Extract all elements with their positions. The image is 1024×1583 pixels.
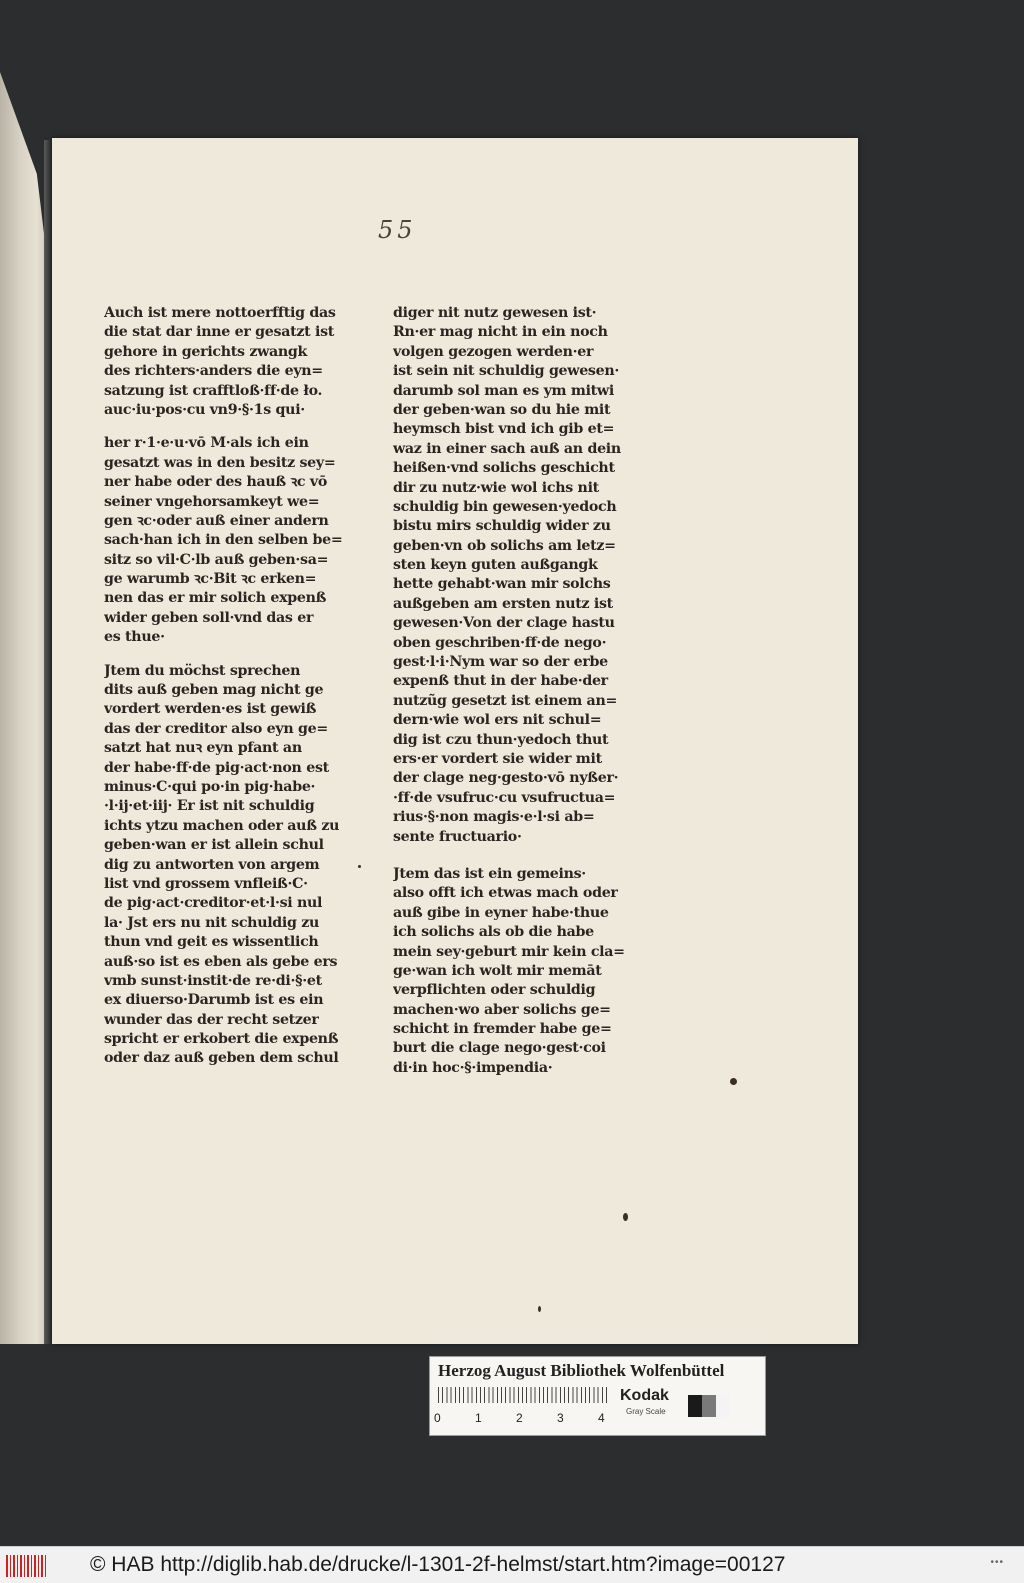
text-line: verpflichten oder schuldig <box>393 982 596 999</box>
text-line: der geben·wan so du hie mit <box>393 401 611 418</box>
text-line: geben·wan er ist allein schul <box>104 837 324 854</box>
ruler-label: 1 <box>475 1411 482 1425</box>
footer-bar <box>0 1546 1024 1583</box>
measurement-ruler <box>438 1387 608 1403</box>
paragraph-gap <box>104 420 344 434</box>
text-line: ·l·ij·et·iij· Er ist nit schuldig <box>104 798 315 815</box>
text-line: außgeben am ersten nutz ist <box>393 595 613 612</box>
text-line: bistu mirs schuldig wider zu <box>393 518 611 535</box>
barcode-icon <box>6 1555 46 1577</box>
text-line: geben·vn ob solichs am letz= <box>393 537 616 554</box>
text-line: dern·wie wol ers nit schul= <box>393 712 602 729</box>
text-line: burt die clage nego·gest·coi <box>393 1040 606 1057</box>
text-line: heißen·vnd solichs geschicht <box>393 460 615 477</box>
text-line: der habe·ff·de pig·act·non est <box>104 759 329 776</box>
text-line: Jtem du möchst sprechen <box>104 662 301 679</box>
ruler-label: 2 <box>516 1411 523 1425</box>
text-line: vordert werden·es ist gewiß <box>104 701 317 718</box>
text-line: ers·er vordert sie wider mit <box>393 750 602 767</box>
text-line: heymsch bist vnd ich gib et= <box>393 421 615 438</box>
text-line: oder daz auß geben dem schul <box>104 1050 339 1067</box>
text-line: her r·1·e·u·vō M·als ich ein <box>104 435 309 452</box>
text-column-left <box>104 304 344 1069</box>
text-line: rius·§·non magis·e·l·si ab= <box>393 809 595 826</box>
text-line: spricht er erkobert die expenß <box>104 1031 339 1048</box>
text-line: des richters·anders die eyn= <box>104 363 323 380</box>
text-line: es thue· <box>104 629 165 646</box>
text-line: ge warumb ꝛc·Bit ꝛc erken= <box>104 571 317 588</box>
text-line: Jtem das ist ein gemeins· <box>393 865 586 882</box>
text-line: auc·iu·pos·cu vn9·§·1s qui· <box>104 401 305 418</box>
text-line: list vnd grossem vnfleiß·C· <box>104 875 308 892</box>
text-line: waz in einer sach auß an dein <box>393 440 621 457</box>
text-line: wider geben soll·vnd das er <box>104 609 314 626</box>
text-line: dig ist czu thun·yedoch thut <box>393 731 609 748</box>
text-line: gehore in gerichts zwangk <box>104 343 308 360</box>
text-line: der clage neg·gesto·vō nyßer· <box>393 770 619 787</box>
text-line: gewesen·Von der clage hastu <box>393 615 615 632</box>
text-line: das der creditor also eyn ge= <box>104 720 328 737</box>
text-line: thun vnd geit es wissentlich <box>104 934 319 951</box>
text-line: auß·so ist es eben als gebe ers <box>104 953 338 970</box>
ruler-label: 0 <box>434 1411 441 1425</box>
ruler-label: 4 <box>598 1411 605 1425</box>
text-line: sente fructuario· <box>393 828 522 845</box>
library-name: Herzog August Bibliothek Wolfenbüttel <box>438 1361 725 1380</box>
text-line: dits auß geben mag nicht ge <box>104 682 324 699</box>
text-line: gen ꝛc·oder auß einer andern <box>104 512 329 529</box>
text-line: schicht in fremder habe ge= <box>393 1021 612 1038</box>
text-line: ich solichs als ob die habe <box>393 924 594 941</box>
gutter-shadow <box>44 140 52 1344</box>
gray-scale-patches <box>688 1395 730 1417</box>
text-line: sach·han ich in den selben be= <box>104 532 343 549</box>
text-line: also offt ich etwas mach oder <box>393 885 618 902</box>
text-line: Rn·er mag nicht in ein noch <box>393 324 608 341</box>
gray-patch <box>688 1395 702 1417</box>
more-icon[interactable]: ••• <box>990 1557 1004 1568</box>
ink-spot <box>538 1306 541 1312</box>
text-line: hette gehabt·wan mir solchs <box>393 576 611 593</box>
footer-url[interactable]: © HAB http://diglib.hab.de/drucke/l-1301-2f-helmst/start.htm?image=00127 <box>90 1553 786 1576</box>
ink-spot <box>623 1213 628 1221</box>
text-line: nen das er mir solich expenß <box>104 590 327 607</box>
text-line: machen·wo aber solichs ge= <box>393 1001 611 1018</box>
text-line: ·ff·de vsufruc·cu vsufructua= <box>393 789 616 806</box>
text-line: Auch ist mere nottoerfftig das <box>104 305 336 321</box>
kodak-logo: Kodak <box>620 1387 669 1404</box>
text-line: gest·l·i·Nym war so der erbe <box>393 654 608 671</box>
text-line: ist sein nit schuldig gewesen· <box>393 363 619 380</box>
left-page-edge <box>0 72 46 1344</box>
text-line: dir zu nutz·wie wol ichs nit <box>393 479 599 496</box>
text-line: wunder das der recht setzer <box>104 1011 319 1028</box>
text-line: de pig·act·creditor·et·l·si nul <box>104 895 323 912</box>
margin-mark <box>358 865 361 868</box>
text-line: ex diuerso·Darumb ist es ein <box>104 992 324 1009</box>
text-line: expenß thut in der habe·der <box>393 673 608 690</box>
text-line: mein sey·geburt mir kein cla= <box>393 943 625 960</box>
text-line: ner habe oder des hauß ꝛc vō <box>104 474 327 491</box>
ink-spot <box>730 1078 737 1085</box>
text-line: satzt hat nuꝛ eyn pfant an <box>104 740 302 757</box>
text-line: gesatzt was in den besitz sey= <box>104 454 336 471</box>
text-line: dig zu antworten von argem <box>104 856 320 873</box>
text-line: darumb sol man es ym mitwi <box>393 382 614 399</box>
text-line: volgen gezogen werden·er <box>393 343 594 360</box>
text-line: die stat dar inne er gesatzt ist <box>104 324 335 341</box>
text-line: satzung ist crafftloß·ff·de ło. <box>104 382 323 399</box>
text-line: nutzũg gesetzt ist einem an= <box>393 692 618 709</box>
text-line: schuldig bin gewesen·yedoch <box>393 498 617 515</box>
text-line: minus·C·qui po·in pig·habe· <box>104 778 316 795</box>
gray-scale-label: Gray Scale <box>626 1407 666 1416</box>
text-line: la· Jst ers nu nit schuldig zu <box>104 914 320 931</box>
document-page <box>52 138 858 1344</box>
ruler-labels <box>434 1411 614 1427</box>
text-line: sitz so vil·C·lb auß geben·sa= <box>104 551 329 568</box>
text-line: diger nit nutz gewesen ist· <box>393 305 597 321</box>
paragraph-gap <box>104 648 344 662</box>
ruler-label: 3 <box>557 1411 564 1425</box>
text-line: oben geschriben·ff·de nego· <box>393 634 607 651</box>
gray-patch <box>716 1395 730 1417</box>
text-line: vmb sunst·instit·de re·di·§·et <box>104 972 322 989</box>
folio-number: 55 <box>378 216 417 244</box>
color-calibration-card <box>429 1356 766 1436</box>
paragraph-gap <box>393 847 633 865</box>
text-line: di·in hoc·§·impendia· <box>393 1059 553 1076</box>
text-line: ge·wan ich wolt mir memāt <box>393 962 602 979</box>
text-line: auß gibe in eyner habe·thue <box>393 904 609 921</box>
text-line: seiner vngehorsamkeyt we= <box>104 493 320 510</box>
text-line: sten keyn guten außgangk <box>393 557 598 574</box>
text-column-right <box>393 304 633 1078</box>
gray-patch <box>702 1395 716 1417</box>
text-line: ichts ytzu machen oder auß zu <box>104 817 340 834</box>
